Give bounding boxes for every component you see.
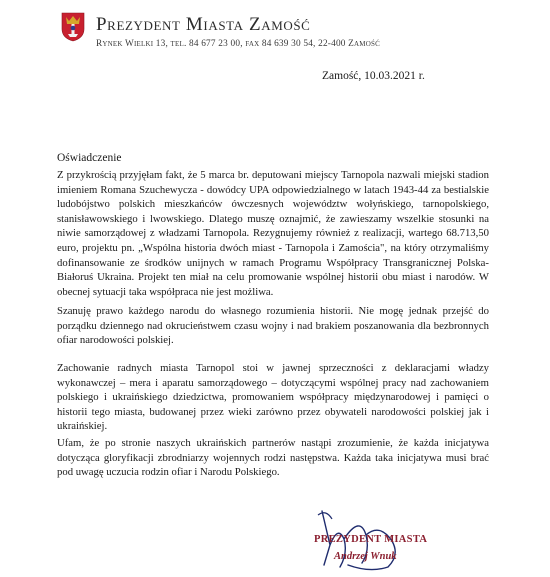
letterhead-title: Prezydent Miasta Zamość [96, 14, 311, 35]
paragraph-2: Szanuję prawo każdego narodu do własnego rozumienia historii. Nie mogę jednak przejść do porządku dziennego nad okrucieństwem czasu wojny i nad brakiem poszanowania dla bezbronnych ofiar narodowości polskiej. [57, 305, 489, 347]
stamp-name: Andrzej Wnuk [334, 551, 397, 562]
paragraph-3: Zachowanie radnych miasta Tarnopol stoi w jawnej sprzeczności z deklaracjami władzy wykonawczej – mera i aparatu samorządowego – dotyczącymi wspólnej pracy nad zachowaniem polskiego i ukraińskiego dziedzictwa, promowaniem współpracy międzynarodowej i pamięci o historii tego miasta, budowanej przez wieki zarówno przez obywateli narodowości polskiej jak i ukraińskiej. [57, 362, 489, 433]
stamp-title: PREZYDENT MIASTA [314, 534, 428, 545]
city-crest-icon [61, 12, 85, 42]
paragraph-1: Z przykrością przyjęłam fakt, że 5 marca br. deputowani miejscy Tarnopola nazwali miejski stadion imieniem Romana Szuchewycza - dowódcy UPA odpowiedzialnego w latach 1943-44 za bestialskie ludobójstwo polskich mieszkańców ówczesnych województw wołyńskiego, tarnopolskiego, stanisławowskiego i lwowskiego. Dlatego muszę oznajmić, że zawieszamy wszelkie stosunki na niwie samorządowej z władzami Tarnopola. Rezygnujemy również z realizacji, wartego 68.713,50 euro, projektu pn. „Wspólna historia dwóch miast - Tarnopola i Zamościa", na który otrzymaliśmy dofinansowanie ze środków unijnych w ramach Programu Współpracy Transgranicznej Polska-Białoruś Ukraina. Projekt ten miał na celu promowanie wspólnej historii obu miast i narodów. W obecnej sytuacji taka współpraca nie jest możliwa. [57, 169, 489, 298]
letterhead-address: Rynek Wielki 13, tel. 84 677 23 00, fax 84 639 30 54, 22-400 Zamość [96, 39, 380, 49]
letter-date: Zamość, 10.03.2021 r. [322, 70, 425, 82]
paragraph-4: Ufam, że po stronie naszych ukraińskich partnerów nastąpi zrozumienie, że każda inicjatywa dotycząca gloryfikacji zbrodniarzy wojennych rodzi następstwa. Każda taka inicjatywa musi brać pod uwagę uczucia rodzin ofiar i Narodu Polskiego. [57, 437, 489, 479]
statement-heading: Oświadczenie [57, 152, 122, 164]
